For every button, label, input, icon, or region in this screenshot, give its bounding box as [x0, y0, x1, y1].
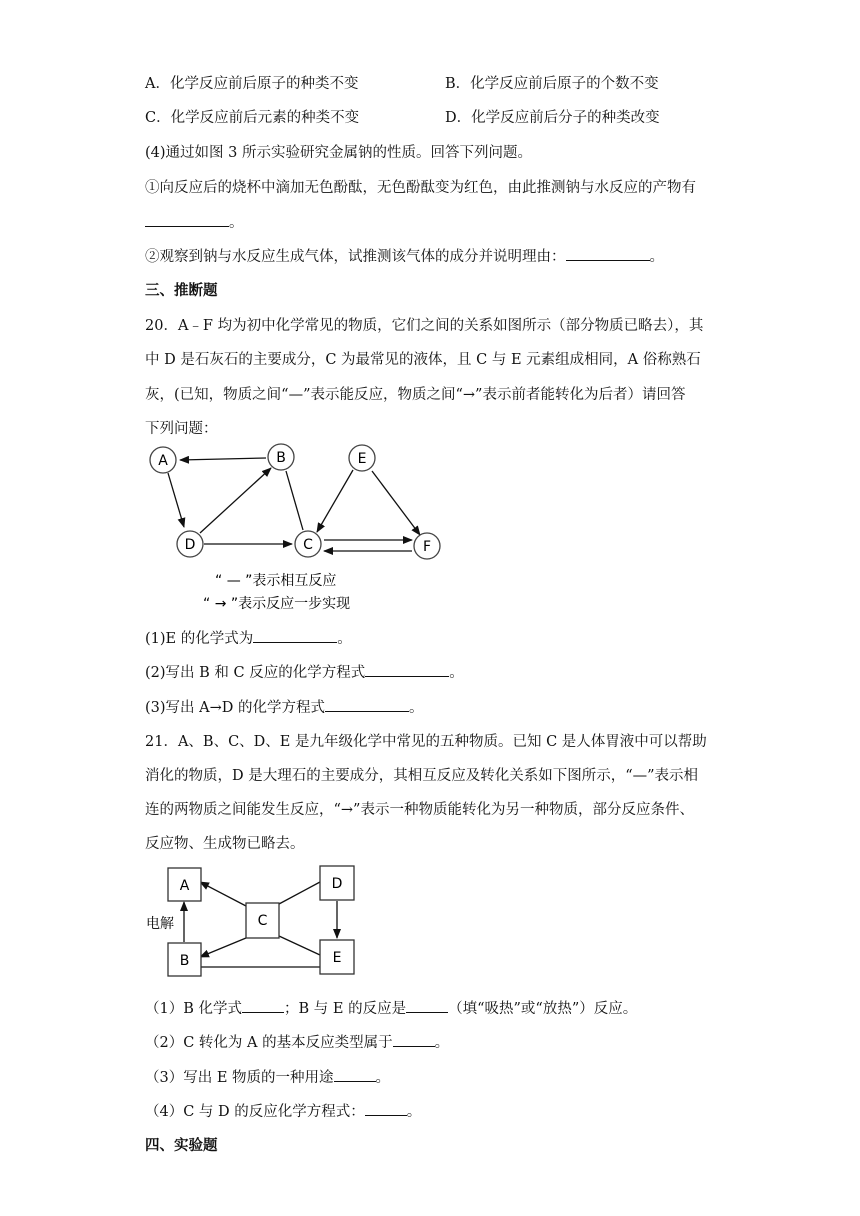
q21-line2: 消化的物质，D 是大理石的主要成分，其相互反应及转化关系如下图所示，“—”表示相: [145, 768, 699, 784]
q4-sub1: ①向反应后的烧杯中滴加无色酚酞，无色酚酞变为红色，由此推测钠与水反应的产物有: [145, 180, 696, 196]
node-b-label: B: [179, 953, 190, 969]
section-heading-inference: 三、推断题: [145, 282, 218, 299]
q20-line4: 下列问题：: [145, 421, 218, 437]
section-heading-experiment: 四、实验题: [145, 1137, 218, 1154]
line-b-c: [286, 471, 303, 530]
arrow-e-to-c: [317, 470, 353, 532]
node-d-label: D: [184, 537, 196, 553]
arrow-d-to-b: [200, 468, 271, 533]
legend-conversion: “ → ”表示反应一步实现: [203, 596, 351, 612]
option-a: A．化学反应前后原子的种类不变: [145, 76, 359, 92]
q4-sub2: ②观察到钠与水反应生成气体，试推测该气体的成分并说明理由： 。: [145, 249, 664, 265]
answer-blank[interactable]: [406, 999, 448, 1013]
option-d: D．化学反应前后分子的种类改变: [445, 110, 660, 126]
q20-relation-diagram: [140, 440, 460, 615]
option-b: B．化学反应前后原子的个数不变: [445, 76, 659, 92]
q20-line3: 灰，(已知，物质之间“—”表示能反应，物质之间“→”表示前者能转化为后者）请回答: [145, 387, 686, 403]
q20-line1: 20．A﹣F 均为初中化学常见的物质，它们之间的关系如图所示（部分物质已略去），其: [145, 318, 704, 334]
q20-part1: (1)E 的化学式为 。: [145, 631, 352, 647]
q21-line1: 21．A、B、C、D、E 是九年级化学中常见的五种物质。已知 C 是人体胃液中可以帮助: [145, 734, 707, 750]
answer-blank[interactable]: [393, 1033, 435, 1047]
answer-blank[interactable]: [365, 663, 449, 677]
line-c-d: [279, 882, 320, 904]
node-c-label: C: [257, 913, 268, 929]
answer-blank[interactable]: [253, 629, 337, 643]
answer-blank[interactable]: [566, 247, 650, 261]
q21-part3: （3）写出 E 物质的一种用途 。: [145, 1070, 391, 1086]
arrow-e-to-f: [372, 471, 420, 535]
q21-line4: 反应物、生成物已略去。: [145, 836, 305, 852]
electrolysis-label: 电解: [146, 916, 174, 932]
answer-blank[interactable]: [334, 1068, 376, 1082]
q21-part4: （4）C 与 D 的反应化学方程式： 。: [145, 1104, 422, 1120]
q4-sub1-answer: 。: [145, 211, 244, 232]
node-e-label: E: [357, 451, 367, 467]
q20-part3: (3)写出 A→D 的化学方程式 。: [145, 700, 424, 716]
arrow-c-to-b: [200, 938, 246, 957]
arrow-a-to-d: [168, 473, 184, 527]
q21-line3: 连的两物质之间能发生反应，“→”表示一种物质能转化为另一种物质，部分反应条件、: [145, 802, 694, 818]
q21-part1: （1）B 化学式 ；B 与 E 的反应是 （填“吸热”或“放热”）反应。: [145, 1001, 638, 1017]
option-c: C．化学反应前后元素的种类不变: [145, 110, 360, 126]
q20-part2: (2)写出 B 和 C 反应的化学方程式 。: [145, 665, 464, 681]
q20-line2: 中 D 是石灰石的主要成分，C 为最常见的液体，且 C 与 E 元素组成相同，A 俗称熟石: [145, 352, 701, 368]
node-f-label: F: [422, 539, 432, 555]
answer-blank[interactable]: [365, 1102, 407, 1116]
answer-blank[interactable]: [325, 698, 409, 712]
node-a-label: A: [158, 453, 168, 469]
q4-intro: (4)通过如图 3 所示实验研究金属钠的性质。回答下列问题。: [145, 145, 532, 161]
legend-reaction: “ — ”表示相互反应: [215, 573, 337, 589]
node-d-label: D: [331, 876, 343, 892]
node-a-label: A: [179, 878, 190, 894]
node-b-label: B: [276, 450, 286, 466]
answer-blank[interactable]: [242, 999, 284, 1013]
line-c-e: [279, 936, 320, 955]
q21-relation-diagram: [140, 860, 370, 985]
node-c-label: C: [303, 537, 313, 553]
q21-part2: （2）C 转化为 A 的基本反应类型属于 。: [145, 1035, 450, 1051]
arrow-b-to-a: [180, 458, 266, 460]
answer-blank[interactable]: [145, 213, 229, 227]
arrow-c-to-a: [200, 882, 246, 906]
node-e-label: E: [332, 950, 342, 966]
